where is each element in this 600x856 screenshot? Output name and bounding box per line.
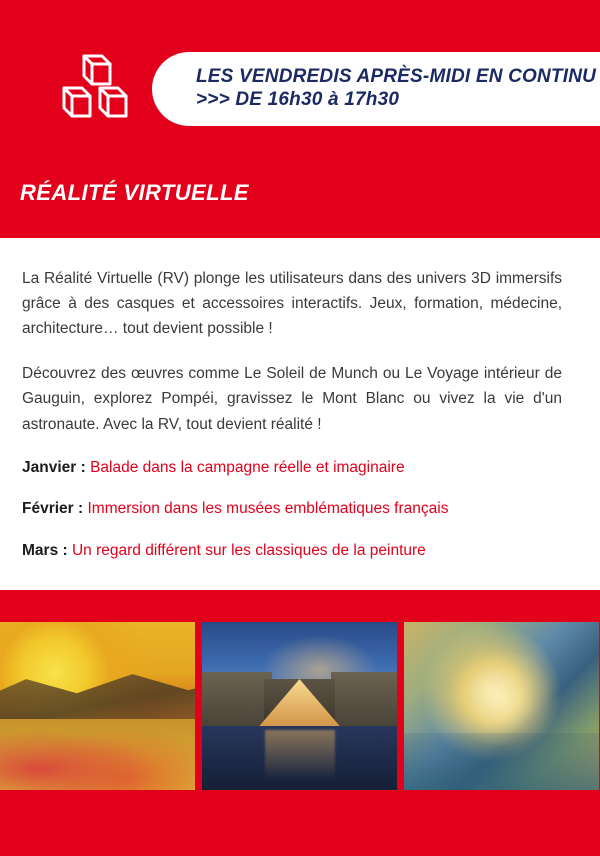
banner-line-2: >>> DE 16h30 à 17h30: [196, 88, 400, 110]
building-left: [202, 672, 272, 726]
month-label: Mars: [22, 542, 59, 560]
header-band: [0, 0, 600, 168]
content-area: [0, 238, 600, 592]
schedule-item-mars: [22, 540, 578, 562]
paragraph-2: Découvrez des œuvres comme Le Soleil de Munch ou Le Voyage intérieur de Gauguin, explorez Pompéi, gravissez le Mont Blanc ou vivez la vie d'un astronaute. Avec la RV, tout devient réalité !: [22, 365, 562, 433]
month-description: Balade dans la campagne réelle et imaginaire: [90, 458, 405, 476]
banner-line-1: LES VENDREDIS APRÈS-MIDI EN CONTINU: [196, 65, 597, 87]
month-separator: :: [73, 500, 88, 518]
section-title-band: [0, 168, 600, 238]
month-separator: :: [58, 542, 72, 560]
photo-munch-sun: [0, 622, 195, 790]
photo-gallery: [0, 622, 600, 790]
pyramid-reflection: [265, 730, 335, 780]
paragraph-1: La Réalité Virtuelle (RV) plonge les utilisateurs dans des univers 3D immersifs grâce à des casques et accessoires interactifs. Jeux, formation, médecine, architecture… tout devient possible !: [22, 270, 562, 338]
schedule-item-fevrier: [22, 498, 578, 520]
schedule-item-janvier: [22, 457, 578, 479]
schedule-banner: [152, 52, 600, 126]
month-label: Janvier: [22, 458, 77, 476]
month-description: Un regard différent sur les classiques de la peinture: [71, 542, 426, 560]
photo-gauguin-fresco: [404, 622, 599, 790]
building-right: [331, 672, 397, 726]
cubes-icon: [58, 52, 136, 124]
page-title: RÉALITÉ VIRTUELLE: [20, 180, 249, 205]
month-separator: :: [76, 458, 91, 476]
footer-band: [0, 590, 600, 856]
month-description: Immersion dans les musées emblématiques français: [87, 500, 449, 518]
photo-louvre-pyramid: [202, 622, 397, 790]
month-label: Février: [22, 500, 74, 518]
